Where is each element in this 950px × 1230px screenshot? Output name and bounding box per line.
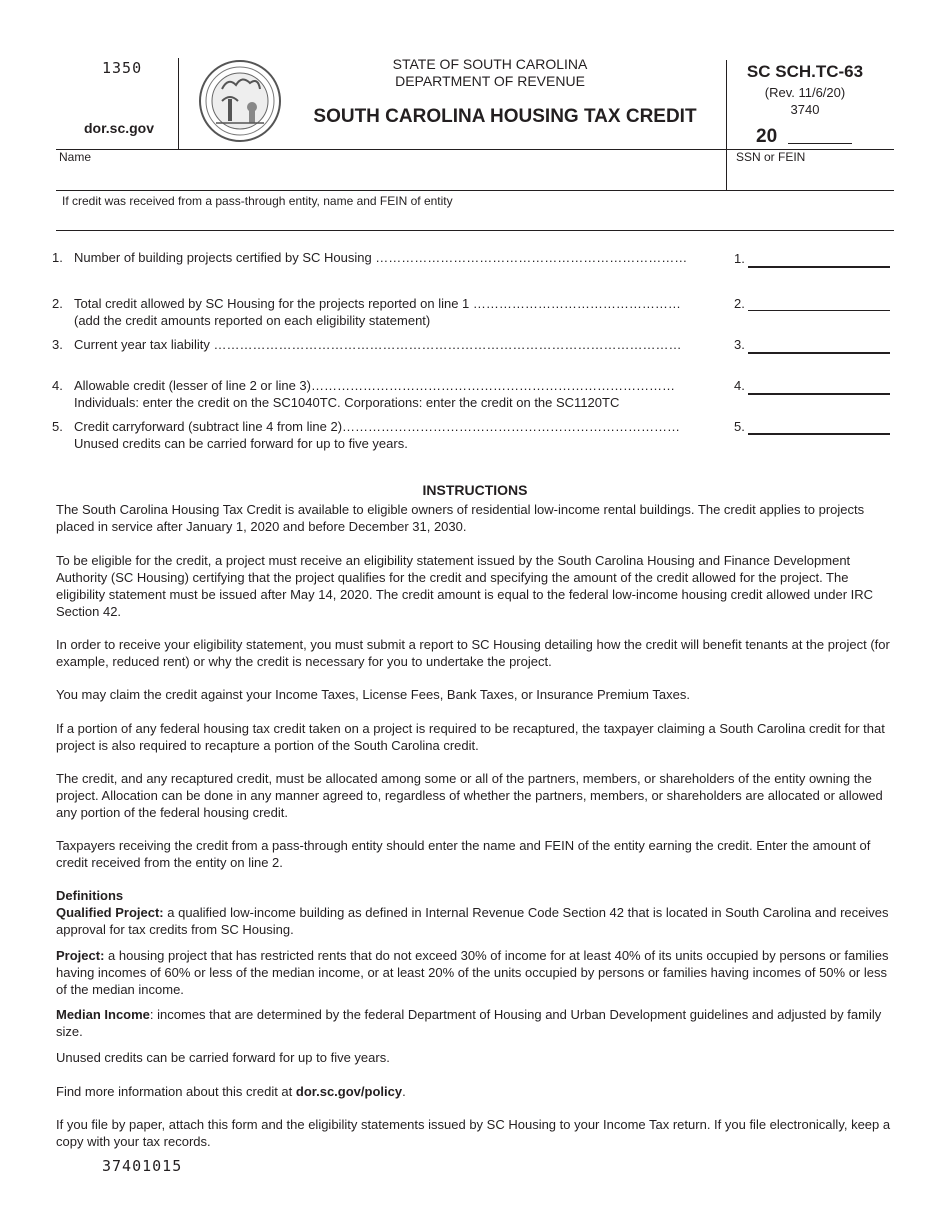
pass-through-label: If credit was received from a pass-through entity, name and FEIN of entity [62, 194, 453, 208]
more-info-text: Find more information about this credit at [56, 1084, 296, 1099]
line-1-box-label: 1. [734, 251, 745, 266]
policy-link[interactable]: dor.sc.gov/policy [295, 1084, 403, 1099]
line-5-amount-field[interactable] [748, 433, 890, 435]
instructions-paragraph-9 [56, 1083, 896, 1100]
form-id: 3740 [790, 102, 820, 117]
instructions-heading: INSTRUCTIONS [422, 482, 528, 498]
line-5-number: 5. [52, 419, 63, 434]
definition-term: Qualified Project: [56, 905, 164, 920]
definition-text: : incomes that are determined by the federal Department of Housing and Urban Development guidelines and adjusted by family size. [56, 1007, 882, 1039]
definition-text: a housing project that has restricted rents that do not exceed 30% of income for at least 40% of its units occupied by persons or families having incomes of 60% or less of the median income, or at least 20% of the units occupied by persons or families having incomes of 50% or less of the median income. [56, 948, 889, 997]
revision-date: (Rev. 11/6/20) [764, 85, 846, 100]
ssn-field[interactable] [730, 164, 892, 188]
pass-through-field[interactable] [56, 208, 894, 228]
instructions-paragraph-3: In order to receive your eligibility statement, you must submit a report to SC Housing detailing how the credit will benefit tenants at the project (for example, reduced rent) or why the credit is necessary for you to undertake the project. [56, 637, 890, 669]
header-divider-right [726, 60, 727, 190]
line-2-number: 2. [52, 296, 63, 311]
line-4-text: Allowable credit (lesser of line 2 or line 3)………………………………………………………………………… [74, 378, 675, 393]
line-5-text: Credit carryforward (subtract line 4 from line 2)…………………………………………………………………… [74, 419, 681, 434]
header-divider-left [178, 58, 179, 150]
tax-year-prefix: 20 [756, 126, 778, 147]
definition-qualified-project [56, 904, 896, 938]
barcode-number: 37401015 [102, 1157, 183, 1175]
ssn-label: SSN or FEIN [736, 150, 806, 164]
instructions-paragraph-1: The South Carolina Housing Tax Credit is available to eligible owners of residential low-income rental buildings. The credit applies to projects placed in service after January 1, 2020 and before December 31, 2030. [56, 502, 865, 534]
agency-name [300, 56, 680, 90]
agency-line2: DEPARTMENT OF REVENUE [395, 73, 585, 89]
line-4-subtext: Individuals: enter the credit on the SC1040TC. Corporations: enter the credit on the SC1120TC [74, 395, 620, 410]
line-2-text: Total credit allowed by SC Housing for the projects reported on line 1 ………………………………………… [74, 296, 681, 311]
line-2-subtext: (add the credit amounts reported on each eligibility statement) [74, 313, 431, 328]
line-2-box-label: 2. [734, 296, 745, 311]
line-4-amount-field[interactable] [748, 393, 890, 395]
line-2-amount-field[interactable] [748, 310, 890, 311]
line-3-number: 3. [52, 337, 63, 352]
website-label: dor.sc.gov [84, 120, 155, 136]
pass-through-bottom-line [56, 230, 894, 231]
name-field[interactable] [56, 164, 724, 188]
more-info-end: . [402, 1084, 406, 1099]
form-title: SOUTH CAROLINA HOUSING TAX CREDIT [313, 106, 697, 127]
definition-term: Median Income [56, 1007, 150, 1022]
instructions-paragraph-8: Unused credits can be carried forward for up to five years. [56, 1050, 390, 1065]
line-1-amount-field[interactable] [748, 266, 890, 268]
line-3-box-label: 3. [734, 337, 745, 352]
tax-year-field[interactable] [788, 143, 852, 144]
line-1-text: Number of building projects certified by SC Housing ……………………………………………………………… [74, 250, 688, 265]
name-label: Name [59, 150, 92, 164]
state-seal-icon [198, 59, 282, 143]
line-3-text: Current year tax liability ……………………………………………………………………………………………… [74, 337, 682, 352]
line-4-box-label: 4. [734, 378, 745, 393]
line-4-number: 4. [52, 378, 63, 393]
agency-line1: STATE OF SOUTH CAROLINA [392, 56, 588, 72]
instructions-paragraph-2: To be eligible for the credit, a project must receive an eligibility statement issued by the South Carolina Housing and Finance Development Authority (SC Housing) certifying that the project qualifies for the credit and specifying the amount of the credit allowed for the project. The eligibility statement must be issued after May 14, 2020. The credit amount is equal to the federal low-income housing credit allowed under IRC Section 42. [56, 553, 874, 619]
definition-median-income [56, 1006, 896, 1040]
line-1-number: 1. [52, 250, 63, 265]
instructions-paragraph-6: The credit, and any recaptured credit, must be allocated among some or all of the partners, members, or shareholders of the entity owning the project. Allocation can be done in any manner agreed to, regardless of whether the partners, members, or shareholders are allocated or allowed any portion of the federal housing credit. [56, 771, 883, 820]
instructions-paragraph-5: If a portion of any federal housing tax credit taken on a project is required to be recaptured, the taxpayer claiming a South Carolina credit for that project is also required to recapture a portion of the South Carolina credit. [56, 721, 885, 753]
definitions-heading: Definitions [56, 888, 124, 903]
instructions-paragraph-7: Taxpayers receiving the credit from a pass-through entity should enter the name and FEIN of the entity earning the credit. Enter the amount of credit received from the entity on line 2. [56, 838, 871, 870]
form-code: 1350 [102, 59, 143, 77]
line-5-box-label: 5. [734, 419, 745, 434]
line-3-amount-field[interactable] [748, 352, 890, 354]
revision-info [730, 84, 880, 118]
definition-term: Project: [56, 948, 105, 963]
schedule-number: SC SCH.TC-63 [746, 62, 864, 81]
definition-text: a qualified low-income building as defined in Internal Revenue Code Section 42 that is located in South Carolina and receives approval for tax credits from SC Housing. [56, 905, 889, 937]
line-5-subtext: Unused credits can be carried forward for up to five years. [74, 436, 408, 451]
instructions-paragraph-10: If you file by paper, attach this form and the eligibility statements issued by SC Housing to your Income Tax return. If you file electronically, keep a copy with your tax records. [56, 1117, 891, 1149]
name-row-bottom-line [56, 190, 894, 191]
definition-project [56, 947, 896, 998]
instructions-paragraph-4: You may claim the credit against your Income Taxes, License Fees, Bank Taxes, or Insurance Premium Taxes. [56, 687, 690, 702]
